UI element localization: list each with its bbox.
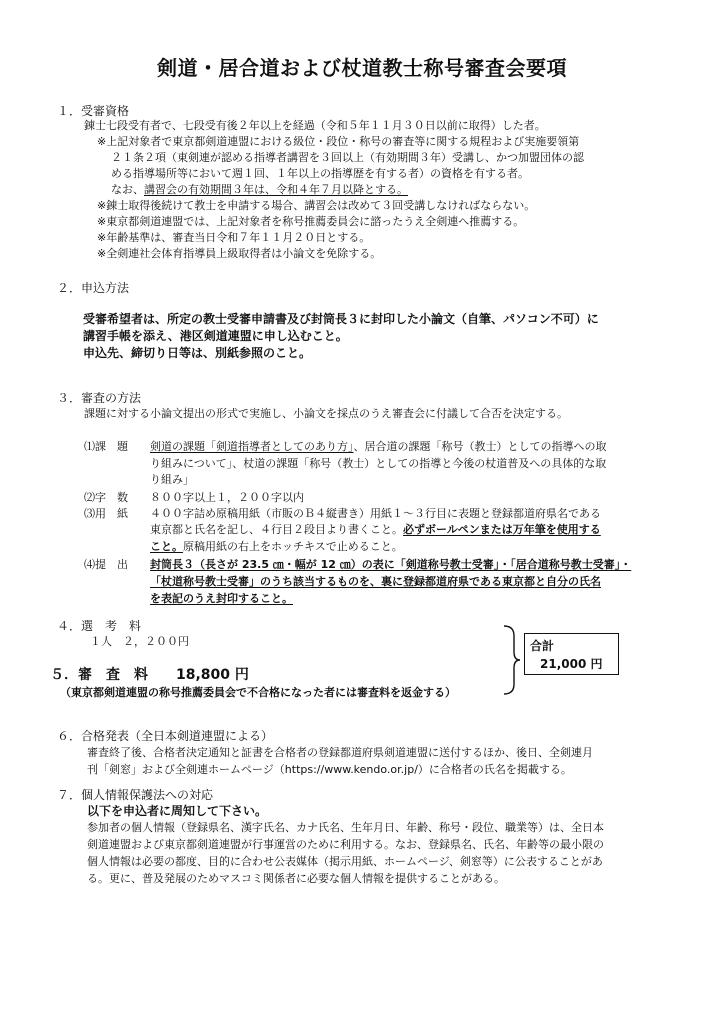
section-3-heading: ３．審査の方法 [57,391,142,405]
total-box [524,633,619,675]
section-1-heading: １．受審資格 [57,104,130,118]
item-3-line1: ４００字詰め原稿用紙（市販のＢ４縦書き）用紙１～３行目に表題と登録都道府県名である [150,507,601,520]
section-5-refund-note: （東京都剣道連盟の称号推薦委員会で不合格になった者には審査料を返金する） [60,686,456,699]
section-1-note1-line4 [111,182,408,197]
item-3-pen-requirement: 必ずボールペンまたは万年筆を使用する [403,523,601,536]
item-3-line2 [150,522,601,537]
total-amount: 21,000 円 [540,657,603,671]
section-4-heading: ４．選 考 料 [57,619,142,633]
item-4-line1: 封筒長３（長さが 23.5 ㎝・幅が 12 ㎝）の表に「剣道称号教士受審」・「居合道称号教士受審」・ [150,558,632,571]
section-1-note5: ※全剣連社会体育指導員上級取得者は小論文を免除する。 [97,247,382,260]
section-7-line1: 参加者の個人情報（登録県名、漢字氏名、カナ氏名、生年月日、年齢、称号・段位、職業等）は、全日本 [87,821,604,834]
section-2-line1: 受審希望者は、所定の教士受審申請書及び封筒長３に封印した小論文（自筆、パソコン不可）に [83,312,599,326]
item-3-line2-prefix: 東京都と氏名を記し、４行目２段目より書くこと。 [150,523,403,536]
section-2-line2: 講習手帳を添え、港区剣道連盟に申し込むこと。 [83,329,348,343]
section-1-note1-line4-underlined: 講習会の有効期間３年は、令和４年７月以降とする。 [144,183,408,196]
section-1-line1: 錬士七段受有者で、七段受有後２年以上を経過（令和５年１１月３０日以前に取得）した者。 [84,119,546,132]
selection-fee: １人 ２，２００円 [90,635,189,648]
item-1-line3: り組み」 [150,473,194,486]
item-3-label: ⑶用 紙 [84,507,128,520]
section-2-line3: 申込先、締切り日等は、別紙参照のこと。 [83,346,312,360]
item-1-kendo-topic: 剣道の課題「剣道指導者としてのあり方」 [150,440,354,453]
item-4-line2: 「杖道称号教士受審」のうち該当するものを、裏に登録都道府県である東京都と自分の氏名 [150,575,601,588]
section-6-line1: 審査終了後、合格者決定通知と証書を合格者の登録都道府県剣道連盟に送付するほか、後日、全剣連月 [87,746,593,759]
brace-icon [500,624,524,696]
section-7-line2: 剣道連盟および東京都剣道連盟が行事運営のために利用する。なお、登録県名、氏名、年齢等の最小限の [87,838,604,851]
section-7-notice: 以下を申込者に周知して下さい。 [87,804,268,818]
section-6-line2: 刊「剣窓」および全剣連ホームページ（https://www.kendo.or.jp/）に合格者の氏名を掲載する。 [87,763,572,776]
section-7-heading: ７．個人情報保護法への対応 [57,788,214,802]
page-title: 剣道・居合道および杖道教士称号審査会要項 [157,56,567,80]
item-4-label: ⑷提 出 [84,558,128,571]
section-1-note3: ※東京都剣道連盟では、上記対象者を称号推薦委員会に諮ったうえ全剣連へ推薦する。 [97,215,525,228]
item-3-line3-rest: 原稿用紙の右上をホッチキスで止めること。 [183,540,403,553]
section-6-heading: ６．合格発表（全日本剣道連盟による） [57,729,274,743]
section-7-line3: 個人情報は必要の都度、目的に合わせ公表媒体（掲示用紙、ホームページ、剣窓等）に公表することがあ [87,855,603,868]
section-1-note1-line3: める指導場所等において週１回、１年以上の指導歴を有する者）の資格を有する者。 [111,167,529,180]
section-1-note1-line2: ２１条２項（東剣連が認める指導者講習を３回以上（有効期間３年）受講し、かつ加盟団体の認 [111,151,584,164]
section-2-heading: ２．申込方法 [57,281,130,295]
section-7-line4: る。更に、普及発展のためマスコミ関係者に必要な個人情報を提供することがある。 [87,872,505,885]
item-4-line3: を表記のうえ封印すること。 [150,592,293,605]
total-label: 合計 [530,639,555,653]
section-1-note4: ※年齢基準は、審査当日令和７年１１月２０日とする。 [97,231,371,244]
item-1-line1-rest: 、居合道の課題「称号（教士）としての指導への取 [353,440,607,453]
section-5-heading: ５．審 査 料 18,800 円 [50,667,249,683]
section-1-note1-line1: ※上記対象者で東京都剣道連盟における級位・段位・称号の審査等に関する規程および実施要領第 [97,135,580,148]
item-1-line1 [150,439,607,454]
item-2-text: ８００字以上１，２００字以内 [150,491,304,504]
section-3-intro: 課題に対する小論文提出の形式で実施し、小論文を採点のうえ審査会に付議して合否を決定する。 [84,407,568,420]
item-3-pen-requirement-end: こと。 [150,540,183,553]
item-1-label: ⑴課 題 [84,440,128,453]
section-1-note2: ※錬士取得後続けて教士を申請する場合、講習会は改めて３回受講しなければならない。 [97,199,536,212]
item-1-line2: り組みについて」、杖道の課題「称号（教士）としての指導と今後の杖道普及への具体的な取 [150,457,607,470]
item-3-line3 [150,539,403,554]
item-2-label: ⑵字 数 [84,491,128,504]
section-1-note1-line4-prefix: なお、 [111,183,144,196]
